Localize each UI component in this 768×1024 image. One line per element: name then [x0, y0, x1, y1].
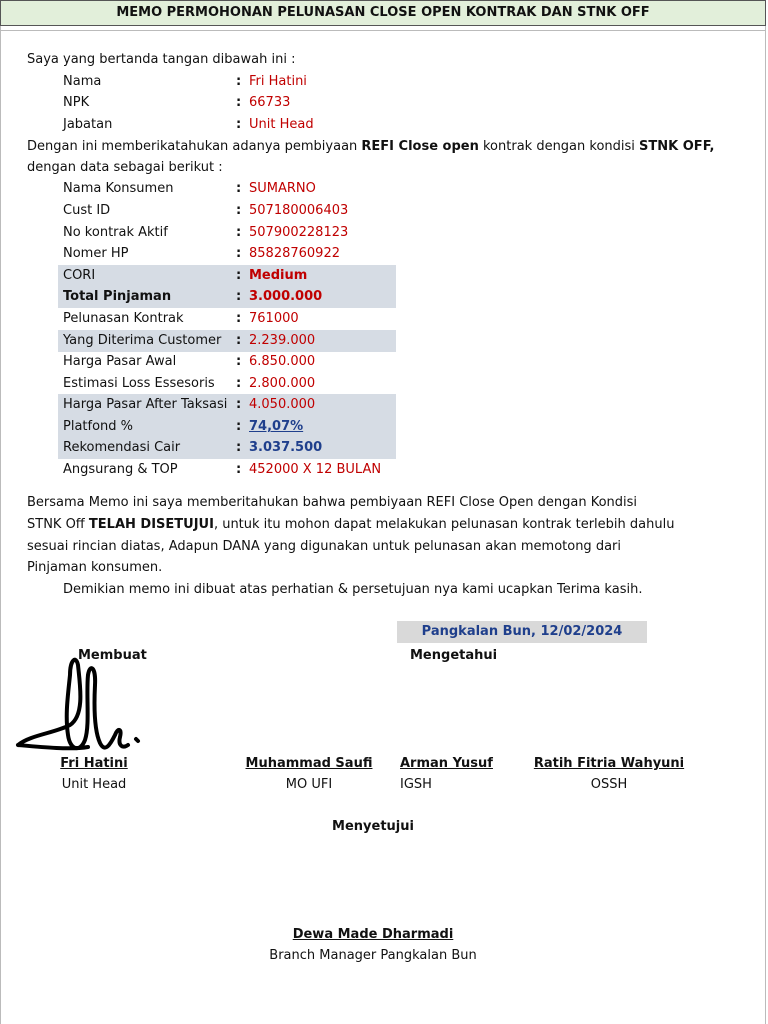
signer-jabatan-label: Jabatan [63, 117, 113, 132]
body-line-1: Bersama Memo ini saya memberitahukan bahwa pembiyaan REFI Close Open dengan Kondisi [27, 495, 638, 510]
field-row-cust-id [58, 200, 396, 222]
intro-text: Saya yang bertanda tangan dibawah ini : [27, 52, 296, 67]
field-value: 761000 [249, 311, 299, 326]
field-value: 2.800.000 [249, 376, 316, 391]
field-row-cori [58, 265, 396, 287]
field-row-yang-diterima [58, 330, 396, 352]
field-label: Estimasi Loss Essesoris [63, 376, 215, 391]
field-value: 74,07% [249, 419, 304, 434]
field-label: Harga Pasar Awal [63, 354, 177, 369]
signer-name-value: Fri Hatini [249, 74, 307, 89]
field-row-pelunasan-kontrak [58, 308, 396, 330]
field-colon: : [236, 225, 242, 240]
field-label: Yang Diterima Customer [63, 333, 222, 348]
statement-bold-2: STNK OFF, [639, 139, 715, 154]
statement-bold-1: REFI Close open [361, 139, 479, 154]
field-colon: : [236, 203, 242, 218]
body-line-4: Pinjaman konsumen. [27, 560, 163, 575]
field-label: Angsurang & TOP [63, 462, 178, 477]
field-label: Total Pinjaman [63, 289, 172, 304]
field-value: 3.037.500 [249, 440, 323, 455]
field-label: Harga Pasar After Taksasi [63, 397, 228, 412]
statement-line-1 [27, 136, 714, 157]
field-colon: : [236, 181, 242, 196]
field-colon: : [236, 289, 242, 304]
field-value: 4.050.000 [249, 397, 316, 412]
field-value: SUMARNO [249, 181, 316, 196]
field-colon: : [236, 440, 242, 455]
left-border [0, 26, 1, 1024]
signatory-role-ossh: OSSH [590, 777, 628, 792]
signatory-name-muhammad-saufi: Muhammad Saufi [245, 756, 373, 771]
right-border [765, 26, 766, 1024]
field-row-nomer-hp [58, 243, 396, 265]
mengetahui-label: Mengetahui [410, 648, 498, 663]
title-underline [0, 26, 766, 31]
signer-npk-value: 66733 [249, 95, 291, 110]
field-colon: : [236, 268, 242, 283]
field-value: Medium [249, 268, 308, 283]
field-value: 85828760922 [249, 246, 340, 261]
statement-part-2: kontrak dengan kondisi [478, 139, 640, 154]
body-line-2c: , untuk itu mohon dapat melakukan pelunasan kontrak terlebih dahulu [213, 517, 675, 532]
field-row-nama-konsumen [58, 178, 396, 200]
field-label: Platfond % [63, 419, 134, 434]
field-value: 507900228123 [249, 225, 349, 240]
field-row-angsuran-top [58, 459, 396, 481]
field-colon: : [236, 246, 242, 261]
field-colon: : [236, 311, 242, 326]
field-value: 452000 X 12 BULAN [249, 462, 382, 477]
membuat-label: Membuat [78, 648, 147, 663]
statement-part-1: Dengan ini memberikatahukan adanya pembiyaan [27, 139, 362, 154]
field-value: 3.000.000 [249, 289, 323, 304]
signatory-name-arman-yusuf: Arman Yusuf [400, 756, 493, 771]
field-colon: : [236, 333, 242, 348]
approver-name: Dewa Made Dharmadi [292, 927, 454, 942]
field-value: 2.239.000 [249, 333, 316, 348]
field-colon: : [236, 354, 242, 369]
field-label: Nomer HP [63, 246, 129, 261]
memo-title: MEMO PERMOHONAN PELUNASAN CLOSE OPEN KONTRAK DAN STNK OFF [0, 0, 766, 26]
field-label: Nama Konsumen [63, 181, 174, 196]
field-row-no-kontrak [58, 222, 396, 244]
field-value: 6.850.000 [249, 354, 316, 369]
menyetujui-label: Menyetujui [332, 819, 414, 834]
field-value: 507180006403 [249, 203, 349, 218]
signer-npk-label: NPK [63, 95, 90, 110]
signer-jabatan-colon: : [236, 117, 242, 132]
signatory-role-mo-ufi: MO UFI [285, 777, 333, 792]
closing-line: Demikian memo ini dibuat atas perhatian & persetujuan nya kami ucapkan Terima kasih. [63, 582, 643, 597]
signer-jabatan-value: Unit Head [249, 117, 314, 132]
approved-text: TELAH DISETUJUI [88, 517, 214, 532]
signer-npk-colon: : [236, 95, 242, 110]
field-colon: : [236, 419, 242, 434]
field-row-estimasi-loss [58, 373, 396, 395]
signatory-name-ratih-fitria-wahyuni: Ratih Fitria Wahyuni [533, 756, 685, 771]
field-label: CORI [63, 268, 96, 283]
statement-line-2: dengan data sebagai berikut : [27, 160, 223, 175]
field-row-harga-after-taksasi [58, 394, 396, 416]
date-line: Pangkalan Bun, 12/02/2024 [397, 621, 647, 643]
field-label: Rekomendasi Cair [63, 440, 181, 455]
signatory-role-igsh: IGSH [400, 777, 432, 792]
body-line-2a: STNK Off [27, 517, 89, 532]
signer-name-label: Nama [63, 74, 102, 89]
field-label: Pelunasan Kontrak [63, 311, 184, 326]
signatory-name-fri-hatini: Fri Hatini [60, 756, 128, 771]
body-line-2 [27, 514, 674, 535]
signatory-role-unit-head: Unit Head [61, 777, 127, 792]
field-row-rekomendasi-cair [58, 437, 396, 459]
field-label: No kontrak Aktif [63, 225, 168, 240]
signature-image [10, 655, 150, 765]
field-row-total-pinjaman [58, 286, 396, 308]
field-row-platfond [58, 416, 396, 438]
body-line-3: sesuai rincian diatas, Adapun DANA yang digunakan untuk pelunasan akan memotong dari [27, 539, 621, 554]
field-label: Cust ID [63, 203, 111, 218]
approver-role: Branch Manager Pangkalan Bun [269, 948, 477, 963]
signer-name-colon: : [236, 74, 242, 89]
field-colon: : [236, 376, 242, 391]
field-colon: : [236, 462, 242, 477]
field-row-harga-pasar-awal [58, 351, 396, 373]
field-colon: : [236, 397, 242, 412]
